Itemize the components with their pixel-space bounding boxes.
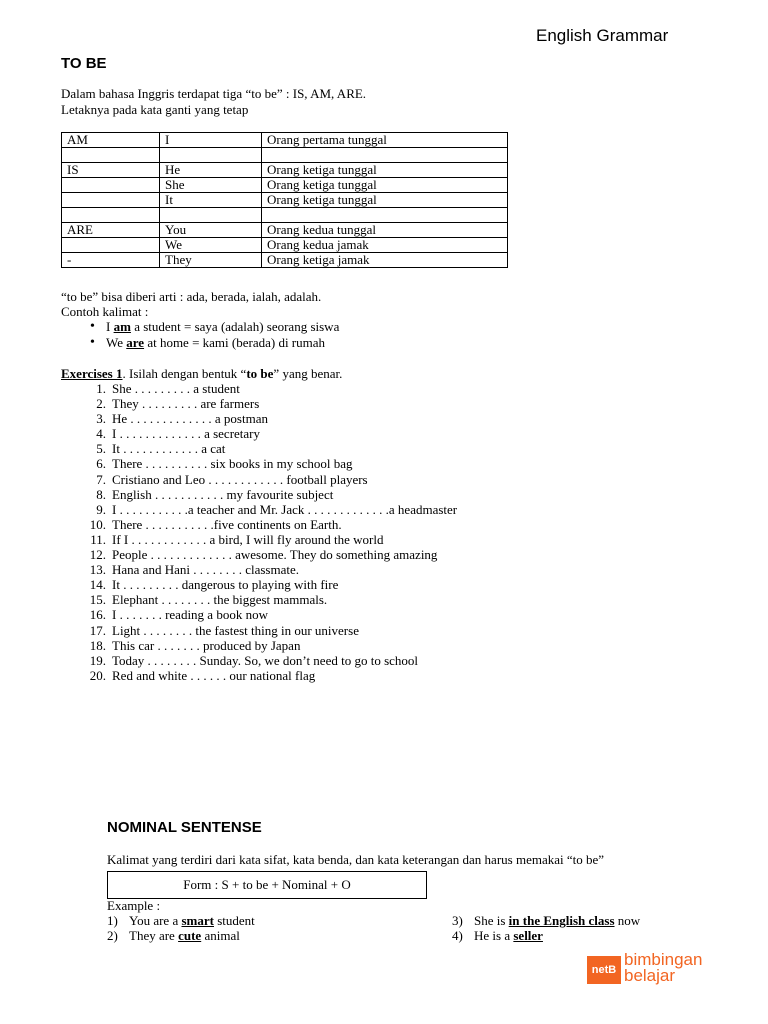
exercise-list — [61, 381, 681, 683]
exercise-item — [61, 411, 681, 426]
table-row — [62, 163, 508, 178]
table-cell: She — [160, 178, 262, 193]
exercise-text: It . . . . . . . . . . . . a cat — [112, 441, 226, 457]
exercise-item — [61, 653, 681, 668]
exercise-text: Red and white . . . . . . our national flag — [112, 667, 316, 683]
example-label: Contoh kalimat : — [61, 304, 149, 319]
table-cell: AM — [62, 133, 160, 148]
exercise-number: 3. — [96, 411, 106, 427]
table-cell: ARE — [62, 223, 160, 238]
exercise-number: 18. — [89, 637, 106, 653]
exercise-text: There . . . . . . . . . . .five continents on Earth. — [112, 516, 342, 532]
exercise-item — [61, 517, 681, 532]
exercise-text: This car . . . . . . . produced by Japan — [112, 637, 301, 653]
exercise-number: 9. — [96, 501, 106, 517]
exercise-item — [61, 487, 681, 502]
exercise-text: It . . . . . . . . . dangerous to playing with fire — [112, 577, 339, 593]
exercise-text: Hana and Hani . . . . . . . . classmate. — [112, 562, 300, 578]
form-box: Form : S + to be + Nominal + O — [107, 871, 427, 899]
table-cell: Orang kedua tunggal — [262, 223, 508, 238]
exercise-number: 2. — [96, 396, 106, 412]
table-cell: Orang ketiga tunggal — [262, 193, 508, 208]
table-cell — [62, 178, 160, 193]
table-cell — [62, 238, 160, 253]
exercise-number: 5. — [96, 441, 106, 457]
exercise-number: 1. — [96, 381, 106, 396]
exercise-item — [61, 577, 681, 592]
exercise-number: 11. — [90, 531, 106, 547]
table-cell: I — [160, 133, 262, 148]
example-item: • We are at home = kami (berada) di rumah — [61, 335, 661, 351]
table-cell — [262, 148, 508, 163]
table-row — [62, 148, 508, 163]
exercise-item — [61, 441, 681, 456]
nominal-example: 3) She is in the English class now — [452, 913, 641, 928]
exercise-item — [61, 592, 681, 607]
table-cell — [262, 208, 508, 223]
section-heading-to-be: TO BE — [61, 55, 107, 72]
table-cell: We — [160, 238, 262, 253]
exercise-text: I . . . . . . . . . . .a teacher and Mr. Jack . . . . . . . . . . . . .a headmaster — [112, 501, 458, 517]
meaning-block — [61, 289, 661, 351]
exercise-text: Cristiano and Leo . . . . . . . . . . . . football players — [112, 471, 368, 487]
exercise-item — [61, 532, 681, 547]
exercise-item — [61, 668, 681, 683]
table-cell: IS — [62, 163, 160, 178]
exercise-number: 13. — [89, 562, 106, 578]
exercise-number: 8. — [96, 486, 106, 502]
table-cell: You — [160, 223, 262, 238]
intro-line: Dalam bahasa Inggris terdapat tiga “to be” : IS, AM, ARE. — [61, 86, 367, 101]
table-row — [62, 238, 508, 253]
table-cell: Orang kedua jamak — [262, 238, 508, 253]
exercise-number: 16. — [89, 607, 106, 623]
exercise-text: Elephant . . . . . . . . the biggest mammals. — [112, 592, 328, 608]
exercise-item — [61, 562, 681, 577]
exercise-text: He . . . . . . . . . . . . . a postman — [112, 411, 268, 427]
exercise-text: I . . . . . . . reading a book now — [112, 607, 268, 623]
exercise-number: 17. — [89, 622, 106, 638]
table-cell — [62, 148, 160, 163]
table-row — [62, 253, 508, 268]
nominal-example: 1) You are a smart student — [107, 913, 255, 928]
page-header-title: English Grammar — [536, 26, 669, 45]
table-cell: Orang pertama tunggal — [262, 133, 508, 148]
exercise-item — [61, 638, 681, 653]
table-cell — [160, 208, 262, 223]
intro-line: Letaknya pada kata ganti yang tetap — [61, 102, 249, 117]
exercise-number: 6. — [96, 456, 106, 472]
table-cell: - — [62, 253, 160, 268]
table-cell — [160, 148, 262, 163]
nominal-examples-left — [107, 913, 255, 943]
exercise-item — [61, 472, 681, 487]
exercise-title: Exercises 1. Isilah dengan bentuk “to be” yang benar. — [61, 366, 343, 381]
bimbingan-belajar-logo — [587, 952, 717, 988]
table-cell: Orang ketiga tunggal — [262, 163, 508, 178]
exercise-item — [61, 426, 681, 441]
nominal-description: Kalimat yang terdiri dari kata sifat, kata benda, dan kata keterangan dan harus memakai “to be” — [107, 852, 605, 867]
exercise-number: 12. — [89, 547, 106, 563]
table-cell — [62, 208, 160, 223]
exercise-label: Exercises 1 — [61, 366, 123, 381]
exercise-text: She . . . . . . . . . a student — [112, 381, 240, 396]
exercise-number: 10. — [89, 516, 106, 532]
table-row — [62, 223, 508, 238]
exercise-text: If I . . . . . . . . . . . . a bird, I will fly around the world — [112, 531, 384, 547]
exercise-number: 14. — [89, 577, 106, 593]
exercise-text: People . . . . . . . . . . . . . awesome. They do something amazing — [112, 547, 438, 563]
example-item: • I am a student = saya (adalah) seorang siswa — [61, 319, 661, 335]
logo-wordmark: bimbingan belajar — [624, 950, 703, 985]
exercise-number: 15. — [89, 592, 106, 608]
nominal-example-label: Example : — [107, 898, 161, 913]
exercise-number: 4. — [96, 426, 106, 442]
nominal-example: 2) They are cute animal — [107, 928, 240, 943]
exercise-text: Light . . . . . . . . the fastest thing in our universe — [112, 622, 359, 638]
meaning-text: “to be” bisa diberi arti : ada, berada, ialah, adalah. — [61, 289, 322, 304]
table-cell: They — [160, 253, 262, 268]
table-row — [62, 208, 508, 223]
exercise-number: 19. — [89, 652, 106, 668]
exercise-item — [61, 396, 681, 411]
nominal-examples-right — [452, 913, 640, 943]
exercise-text: There . . . . . . . . . . six books in my school bag — [112, 456, 353, 472]
table-cell: It — [160, 193, 262, 208]
example-list — [61, 319, 661, 351]
table-row — [62, 133, 508, 148]
exercise-text: Today . . . . . . . . Sunday. So, we don’t need to go to school — [112, 652, 419, 668]
exercise-item — [61, 456, 681, 471]
to-be-table — [61, 132, 508, 268]
section-heading-nominal-sentense: NOMINAL SENTENSE — [107, 819, 262, 836]
table-row — [62, 178, 508, 193]
exercise-item — [61, 607, 681, 622]
intro-paragraph — [61, 86, 661, 118]
exercise-text: English . . . . . . . . . . . my favourite subject — [112, 486, 334, 502]
exercise-item — [61, 381, 681, 396]
exercise-item — [61, 502, 681, 517]
table-cell: Orang ketiga jamak — [262, 253, 508, 268]
table-cell: He — [160, 163, 262, 178]
table-row — [62, 193, 508, 208]
exercise-text: They . . . . . . . . . are farmers — [112, 396, 260, 412]
table-cell — [62, 193, 160, 208]
exercise-item — [61, 547, 681, 562]
logo-mark: netB — [587, 956, 621, 984]
exercise-number: 7. — [96, 471, 106, 487]
exercise-item — [61, 623, 681, 638]
table-cell: Orang ketiga tunggal — [262, 178, 508, 193]
exercise-number: 20. — [89, 667, 106, 683]
nominal-example: 4) He is a seller — [452, 928, 543, 943]
exercise-text: I . . . . . . . . . . . . . a secretary — [112, 426, 261, 442]
